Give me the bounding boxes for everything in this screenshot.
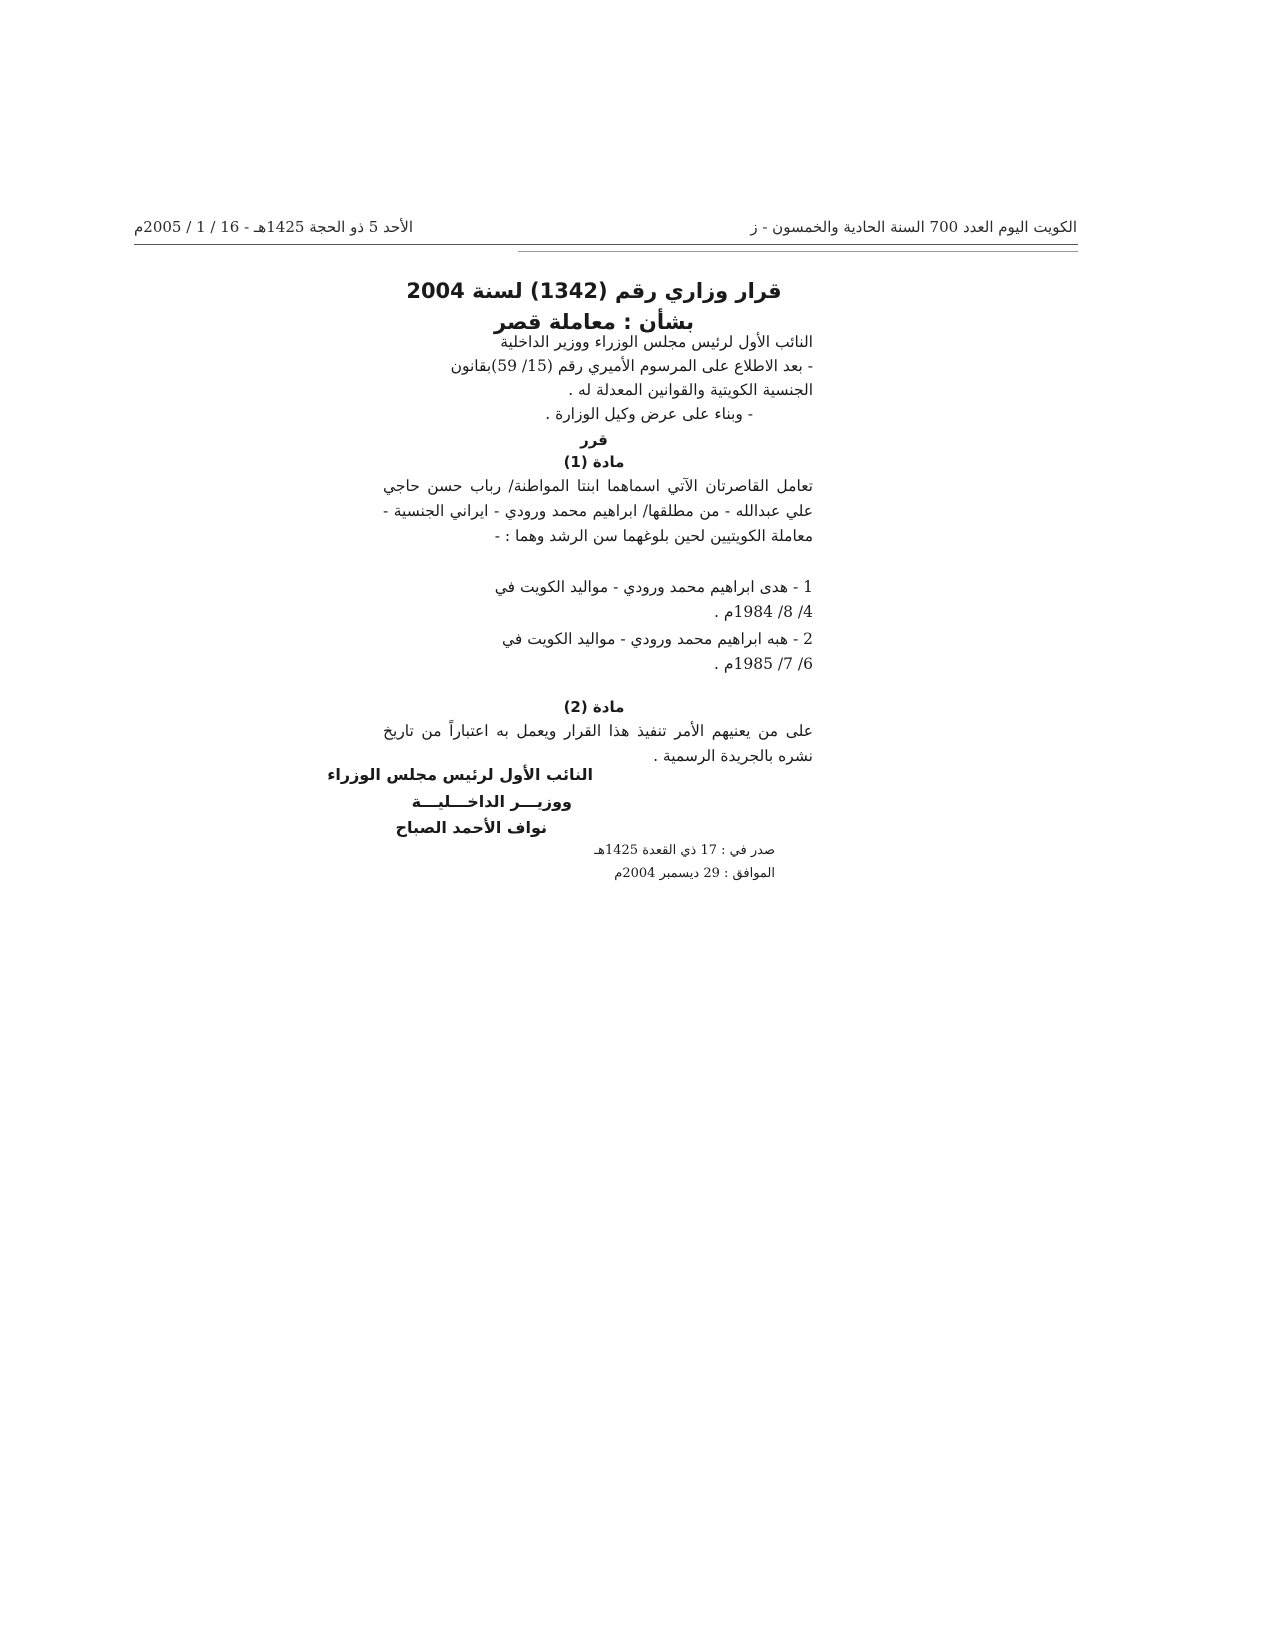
article-2-text: على من يعنيهم الأمر تنفيذ هذا القرار ويعمل به اعتباراً من تاريخ نشره بالجريدة الرسمية . xyxy=(383,722,813,765)
preamble-clause-1a: - بعد الاطلاع على المرسوم الأميري رقم (15/ 59)بقانون xyxy=(450,357,813,375)
signature-title: النائب الأول لرئيس مجلس الوزراء xyxy=(327,765,593,784)
article-1-heading: مادة (1) xyxy=(563,453,625,471)
article-1-item-1: 1 - هدى ابراهيم محمد ورودي - مواليد الكويت في xyxy=(494,578,813,596)
article-1-text: تعامل القاصرتان الآتي اسماهما ابنتا المواطنة/ رباب حسن حاجي علي عبدالله - من مطلقها/ ابراهيم محمد ورودي - ايراني الجنسية - معاملة الكويتيين لحين بلوغهما سن الرشد وهما : - xyxy=(383,477,813,545)
preamble-clause-1b: الجنسية الكويتية والقوانين المعدلة له . xyxy=(568,381,813,399)
header-rule-secondary xyxy=(518,251,1078,252)
decree-subject: بشأن : معاملة قصر xyxy=(494,310,694,334)
issued-date-hijri: صدر في : 17 ذي القعدة 1425هـ xyxy=(594,843,775,858)
signature-name: نواف الأحمد الصباح xyxy=(395,818,547,837)
decision-word: قرر xyxy=(580,431,608,449)
signature-ministry: ووزيـــر الداخـــليـــة xyxy=(411,792,572,811)
article-1-item-2-date: 6/ 7/ 1985م . xyxy=(714,655,813,673)
article-2-heading: مادة (2) xyxy=(563,698,625,716)
header-publication: الكويت اليوم العدد 700 السنة الحادية والخمسون - ز xyxy=(750,218,1077,236)
preamble-issuer: النائب الأول لرئيس مجلس الوزراء ووزير الداخلية xyxy=(500,333,813,351)
header-rule xyxy=(134,244,1078,245)
preamble-clause-2: - وبناء على عرض وكيل الوزارة . xyxy=(545,405,753,423)
header-date: الأحد 5 ذو الحجة 1425هـ - 16 / 1 / 2005م xyxy=(134,218,413,236)
issued-date-gregorian: الموافق : 29 ديسمبر 2004م xyxy=(614,866,775,881)
decree-title: قرار وزاري رقم (1342) لسنة 2004 xyxy=(406,279,782,303)
article-1-item-2: 2 - هبه ابراهيم محمد ورودي - مواليد الكويت في xyxy=(501,630,813,648)
article-1-item-1-date: 4/ 8/ 1984م . xyxy=(714,603,813,621)
